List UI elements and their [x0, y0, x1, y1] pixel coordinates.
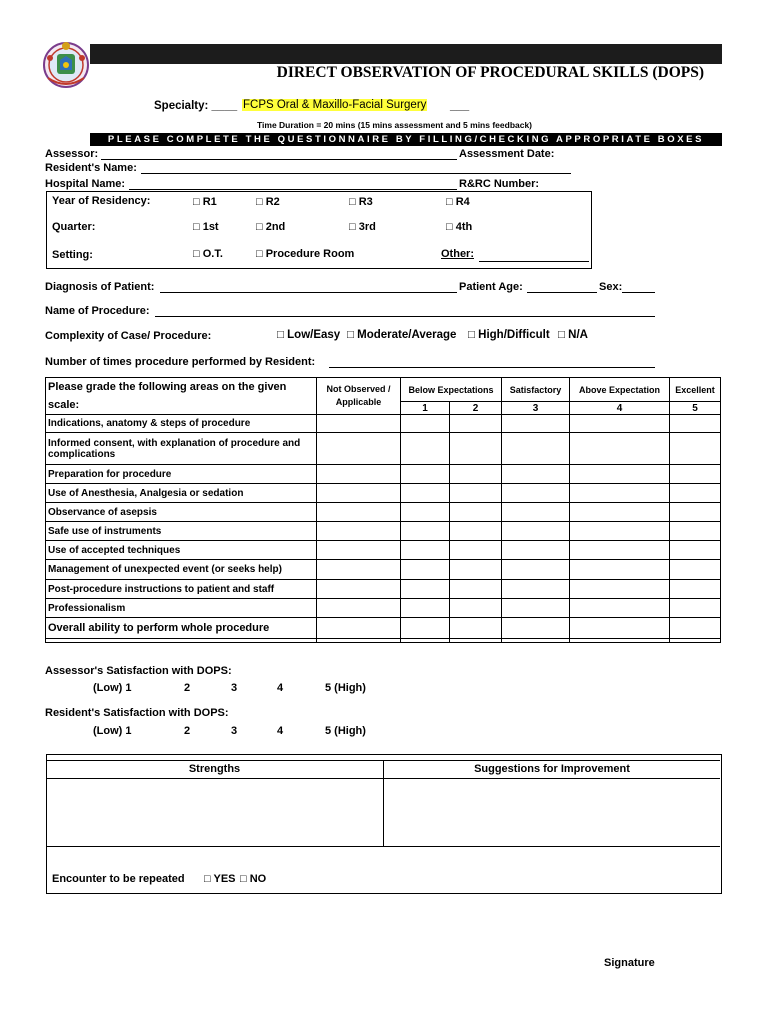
suggestions-field[interactable] — [384, 779, 719, 845]
area-label: Overall ability to perform whole procedure — [46, 618, 317, 639]
resident-scale-4[interactable]: 4 — [277, 725, 284, 737]
repeat-yes-option[interactable]: □ YES — [204, 873, 236, 885]
specialty-label: Specialty: ____ — [154, 100, 238, 112]
specialty-value: FCPS Oral & Maxillo-Facial Surgery — [243, 99, 427, 111]
option-r1[interactable]: □ R1 — [193, 196, 217, 208]
option-quarter-1[interactable]: □ 1st — [193, 221, 219, 233]
assessor-label: Assessor: — [45, 148, 99, 160]
area-label: Safe use of instruments — [46, 522, 317, 541]
procedure-name-field[interactable] — [155, 316, 655, 317]
resident-scale-2[interactable]: 2 — [184, 725, 191, 737]
table-row — [46, 465, 721, 484]
option-ot[interactable]: □ O.T. — [193, 248, 223, 260]
time-duration: Time Duration = 20 mins (15 mins assessment and 5 mins feedback) — [257, 120, 533, 130]
times-performed-label: Number of times procedure performed by Resident: — [45, 356, 316, 368]
table-row — [46, 580, 721, 599]
hospital-name-field[interactable] — [129, 189, 457, 190]
assessor-scale-5[interactable]: 5 (High) — [325, 682, 366, 694]
option-low-easy[interactable]: □ Low/Easy — [277, 329, 341, 341]
instruction-banner: PLEASE COMPLETE THE QUESTIONNAIRE BY FILLING/CHECKING APPROPRIATE BOXES — [90, 133, 722, 146]
scale-1: 1 — [401, 402, 450, 415]
procedure-name-label: Name of Procedure: — [45, 305, 150, 317]
sex-label: Sex: — [599, 281, 623, 293]
other-field[interactable] — [479, 261, 589, 262]
year-of-residency-label: Year of Residency: — [52, 195, 151, 207]
grading-instruction: Please grade the following areas on the given scale: — [46, 378, 317, 415]
table-row — [46, 415, 721, 433]
header-satisfactory: Satisfactory — [502, 378, 570, 402]
assessor-scale-1[interactable]: (Low) 1 — [93, 682, 132, 694]
patient-age-field[interactable] — [527, 292, 597, 293]
area-label: Use of accepted techniques — [46, 541, 317, 560]
option-na[interactable]: □ N/A — [558, 329, 588, 341]
area-label: Preparation for procedure — [46, 465, 317, 484]
area-label: Professionalism — [46, 599, 317, 618]
option-quarter-3[interactable]: □ 3rd — [349, 221, 376, 233]
other-label: Other: — [441, 248, 474, 260]
scale-3: 3 — [502, 402, 570, 415]
header-below-expectations: Below Expectations — [401, 378, 502, 402]
times-performed-field[interactable] — [329, 367, 655, 368]
table-row — [46, 599, 721, 618]
patient-age-label: Patient Age: — [459, 281, 523, 293]
table-row — [46, 618, 721, 639]
table-row — [46, 522, 721, 541]
repeat-no-option[interactable]: □ NO — [240, 873, 267, 885]
assessor-scale-4[interactable]: 4 — [277, 682, 284, 694]
option-r3[interactable]: □ R3 — [349, 196, 373, 208]
header-above-expectation: Above Expectation — [570, 378, 670, 402]
grading-table — [45, 377, 721, 643]
diagnosis-label: Diagnosis of Patient: — [45, 281, 155, 293]
table-row — [46, 433, 721, 465]
option-high-difficult[interactable]: □ High/Difficult — [468, 329, 550, 341]
strengths-field[interactable] — [47, 779, 382, 845]
option-r2[interactable]: □ R2 — [256, 196, 280, 208]
hospital-name-label: Hospital Name: — [45, 178, 126, 190]
scale-5: 5 — [670, 402, 721, 415]
header-excellent: Excellent — [670, 378, 721, 402]
header-not-observed: Not Observed / Applicable — [317, 378, 401, 415]
scale-2: 2 — [450, 402, 502, 415]
option-moderate[interactable]: □ Moderate/Average — [347, 329, 457, 341]
sex-field[interactable] — [622, 292, 655, 293]
specialty-trail: ___ — [450, 100, 470, 112]
setting-label: Setting: — [52, 249, 93, 261]
option-procedure-room[interactable]: □ Procedure Room — [256, 248, 355, 260]
option-r4[interactable]: □ R4 — [446, 196, 470, 208]
option-quarter-2[interactable]: □ 2nd — [256, 221, 286, 233]
scale-4: 4 — [570, 402, 670, 415]
area-label: Post-procedure instructions to patient and staff — [46, 580, 317, 599]
resident-satisfaction-label: Resident's Satisfaction with DOPS: — [45, 707, 229, 719]
suggestions-header: Suggestions for Improvement — [474, 763, 630, 775]
assessor-satisfaction-label: Assessor's Satisfaction with DOPS: — [45, 665, 232, 677]
assessor-scale-2[interactable]: 2 — [184, 682, 191, 694]
page-title: DIRECT OBSERVATION OF PROCEDURAL SKILLS (DOPS) — [276, 64, 704, 81]
college-crest-icon — [40, 38, 92, 90]
area-label: Use of Anesthesia, Analgesia or sedation — [46, 484, 317, 503]
assessment-date-label: Assessment Date: — [459, 148, 555, 160]
table-row — [46, 541, 721, 560]
area-label: Management of unexpected event (or seeks help) — [46, 560, 317, 580]
resident-scale-1[interactable]: (Low) 1 — [93, 725, 132, 737]
repeat-label: Encounter to be repeated — [52, 873, 185, 885]
feedback-divider-bottom — [46, 846, 720, 847]
resident-name-label: Resident's Name: — [45, 162, 137, 174]
diagnosis-field[interactable] — [160, 292, 457, 293]
area-label: Observance of asepsis — [46, 503, 317, 522]
option-quarter-4[interactable]: □ 4th — [446, 221, 473, 233]
area-label: Indications, anatomy & steps of procedure — [46, 415, 317, 433]
complexity-label: Complexity of Case/ Procedure: — [45, 330, 212, 342]
assessor-field[interactable] — [101, 159, 457, 160]
table-row — [46, 560, 721, 580]
resident-scale-3[interactable]: 3 — [231, 725, 238, 737]
quarter-label: Quarter: — [52, 221, 96, 233]
area-label: Informed consent, with explanation of procedure and complications — [46, 433, 317, 465]
strengths-header: Strengths — [188, 763, 241, 775]
resident-name-field[interactable] — [141, 173, 571, 174]
rrc-number-label: R&RC Number: — [459, 178, 540, 190]
resident-scale-5[interactable]: 5 (High) — [325, 725, 366, 737]
table-row — [46, 503, 721, 522]
signature-label: Signature — [604, 957, 655, 969]
table-row — [46, 484, 721, 503]
assessor-scale-3[interactable]: 3 — [231, 682, 238, 694]
